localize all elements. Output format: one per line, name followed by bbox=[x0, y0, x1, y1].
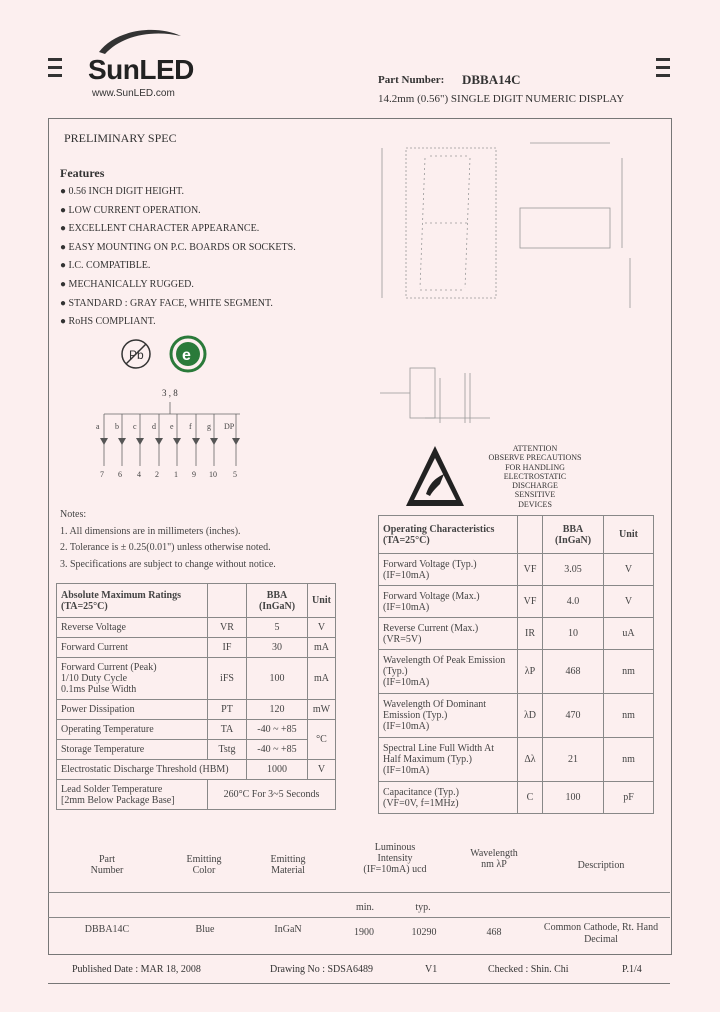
part-table-header-typ: typ. bbox=[415, 902, 431, 913]
part-table-header-description: Description bbox=[577, 860, 625, 871]
part-table-divider bbox=[48, 917, 670, 918]
segment-label: c bbox=[133, 422, 137, 431]
common-pins-label: 3 , 8 bbox=[162, 388, 178, 398]
segment-label: a bbox=[96, 422, 100, 431]
segment-label: DP bbox=[224, 422, 235, 431]
op-char-table: Operating Characteristics (TA=25°C) BBA (InGaN) Unit Forward Voltage (Typ.) (IF=10mA) VF 3.05 V Forward Voltage (Max.) (IF=10mA) VF 4.0 V Reverse Current (Max.) (VR=5V) IR 10 uA Wavelength Of Peak Emission (Typ.) (IF=10mA) λP 468 nm Wavelength Of Dominant Emission (Typ.) (IF=10mA) λD 470 nm Spectral Line Full Width At Half Maximum (Typ.) (IF=10mA) Δλ 21 nm Capacitance (Typ.) (VF=0V, f=1MHz) C 100 pF bbox=[378, 515, 654, 814]
page-number: P.1/4 bbox=[622, 964, 642, 975]
feature-item: ● EASY MOUNTING ON P.C. BOARDS OR SOCKETS. bbox=[60, 241, 296, 253]
esd-caution-text: ATTENTION OBSERVE PRECAUTIONS FOR HANDLING ELECTROSTATIC DISCHARGE SENSITIVE DEVICES bbox=[488, 444, 582, 509]
table-row: Reverse Current (Max.) (VR=5V) IR 10 uA bbox=[379, 618, 654, 650]
footer-rule bbox=[48, 983, 670, 984]
svg-text:e: e bbox=[182, 347, 191, 364]
table-row: Forward Voltage (Max.) (IF=10mA) VF 4.0 V bbox=[379, 586, 654, 618]
note-item: 2. Tolerance is ± 0.25(0.01") unless otherwise noted. bbox=[60, 542, 271, 553]
part-row-min: 1900 bbox=[354, 927, 374, 938]
part-row-wavelength: 468 bbox=[486, 927, 502, 938]
feature-item: ● 0.56 INCH DIGIT HEIGHT. bbox=[60, 186, 184, 197]
part-row-description: Common Cathode, Rt. Hand Decimal bbox=[543, 922, 659, 945]
logo-swoosh-icon bbox=[95, 26, 185, 56]
version: V1 bbox=[425, 964, 438, 975]
pin-label: 10 bbox=[209, 470, 217, 479]
table-row: Spectral Line Full Width At Half Maximum (Typ.) (IF=10mA) Δλ 21 nm bbox=[379, 738, 654, 782]
pin-label: 1 bbox=[174, 470, 178, 479]
part-table-header-luminous: Luminous Intensity (IF=10mA) ucd bbox=[363, 842, 427, 875]
part-table-header-color: Emitting Color bbox=[186, 854, 222, 876]
table-row: Lead Solder Temperature [2mm Below Package Base] 260°C For 3~5 Seconds bbox=[57, 780, 336, 810]
table-row: Electrostatic Discharge Threshold (HBM) 1000 V bbox=[57, 760, 336, 780]
note-item: 1. All dimensions are in millimeters (inches). bbox=[60, 525, 241, 537]
abs-max-table: Absolute Maximum Ratings (TA=25°C) BBA (InGaN) Unit Reverse Voltage VR 5 V Forward Current IF 30 mA Forward Current (Peak) 1/10 Duty Cycle 0.1ms Pulse Width iFS 100 mA Power Dissipation PT 120 mW Operating Temperature TA -40 ~ +85 °C Storage Temperature Tstg -40 ~ +85 Electrostatic Discharge Threshold (HBM) 1000 V Lead Solder Temperature [2mm Below Package Base] 260°C For 3~5 Seconds bbox=[56, 583, 336, 810]
segment-label: e bbox=[170, 422, 174, 431]
package-dimension-drawing bbox=[370, 128, 660, 438]
checked-by: Checked : Shin. Chi bbox=[488, 964, 569, 975]
pin-label: 9 bbox=[192, 470, 196, 479]
feature-item: ● STANDARD : GRAY FACE, WHITE SEGMENT. bbox=[60, 297, 273, 309]
notes-title: Notes: bbox=[60, 509, 87, 520]
segment-label: f bbox=[189, 422, 192, 431]
drawing-number: Drawing No : SDSA6489 bbox=[270, 964, 374, 975]
pin-label: 5 bbox=[233, 470, 237, 479]
pin-label: 6 bbox=[118, 470, 122, 479]
table-row: Storage Temperature Tstg -40 ~ +85 bbox=[57, 740, 336, 760]
table-row: Capacitance (Typ.) (VF=0V, f=1MHz) C 100 pF bbox=[379, 782, 654, 814]
table-row: Operating Temperature TA -40 ~ +85 °C bbox=[57, 720, 336, 740]
table-row: Forward Current IF 30 mA bbox=[57, 638, 336, 658]
table-row: Forward Voltage (Typ.) (IF=10mA) VF 3.05 V bbox=[379, 554, 654, 586]
table-row: Reverse Voltage VR 5 V bbox=[57, 618, 336, 638]
esd-warning-icon bbox=[404, 444, 466, 508]
feature-item: ● LOW CURRENT OPERATION. bbox=[60, 204, 201, 216]
feature-item: ● RoHS COMPLIANT. bbox=[60, 316, 156, 328]
segment-label: b bbox=[115, 422, 119, 431]
brand-logo: SunLED bbox=[88, 54, 194, 85]
segment-label: g bbox=[207, 422, 211, 431]
svg-text:Pb: Pb bbox=[129, 348, 144, 362]
part-number-label: Part Number: bbox=[378, 74, 445, 86]
part-row-color: Blue bbox=[195, 924, 215, 935]
part-table-divider bbox=[48, 892, 670, 893]
features-title: Features bbox=[60, 166, 105, 180]
spec-status: PRELIMINARY SPEC bbox=[64, 131, 177, 145]
lead-free-icon bbox=[120, 338, 152, 370]
segment-label: d bbox=[152, 422, 156, 431]
notes bbox=[60, 507, 276, 573]
part-table-header-material: Emitting Material bbox=[270, 854, 306, 876]
brand-url: www.SunLED.com bbox=[92, 88, 175, 99]
left-header-marks bbox=[48, 58, 62, 77]
features-list bbox=[60, 183, 320, 332]
part-row-material: InGaN bbox=[274, 924, 302, 935]
pin-label: 2 bbox=[155, 470, 159, 479]
table-row: Wavelength Of Dominant Emission (Typ.) (IF=10mA) λD 470 nm bbox=[379, 694, 654, 738]
feature-item: ● EXCELLENT CHARACTER APPEARANCE. bbox=[60, 223, 260, 235]
product-description: 14.2mm (0.56") SINGLE DIGIT NUMERIC DISPLAY bbox=[378, 93, 625, 105]
table-row: Power Dissipation PT 120 mW bbox=[57, 700, 336, 720]
table-row: Wavelength Of Peak Emission (Typ.) (IF=10mA) λP 468 nm bbox=[379, 650, 654, 694]
right-header-marks bbox=[656, 58, 670, 77]
published-date: Published Date : MAR 18, 2008 bbox=[72, 964, 201, 975]
part-table-header-part: Part Number bbox=[90, 854, 124, 876]
pin-label: 7 bbox=[100, 470, 104, 479]
part-row-number: DBBA14C bbox=[84, 924, 130, 935]
table-row: Forward Current (Peak) 1/10 Duty Cycle 0.1ms Pulse Width iFS 100 mA bbox=[57, 658, 336, 700]
note-item: 3. Specifications are subject to change without notice. bbox=[60, 558, 276, 570]
feature-item: ● I.C. COMPATIBLE. bbox=[60, 260, 151, 272]
part-number: DBBA14C bbox=[462, 72, 521, 87]
part-table-header-wavelength: Wavelength nm λP bbox=[470, 848, 518, 870]
part-table-header-min: min. bbox=[355, 902, 375, 913]
feature-item: ● MECHANICALLY RUGGED. bbox=[60, 278, 194, 290]
rohs-e-icon bbox=[168, 334, 208, 374]
part-row-typ: 10290 bbox=[411, 927, 437, 938]
pin-label: 4 bbox=[137, 470, 141, 479]
